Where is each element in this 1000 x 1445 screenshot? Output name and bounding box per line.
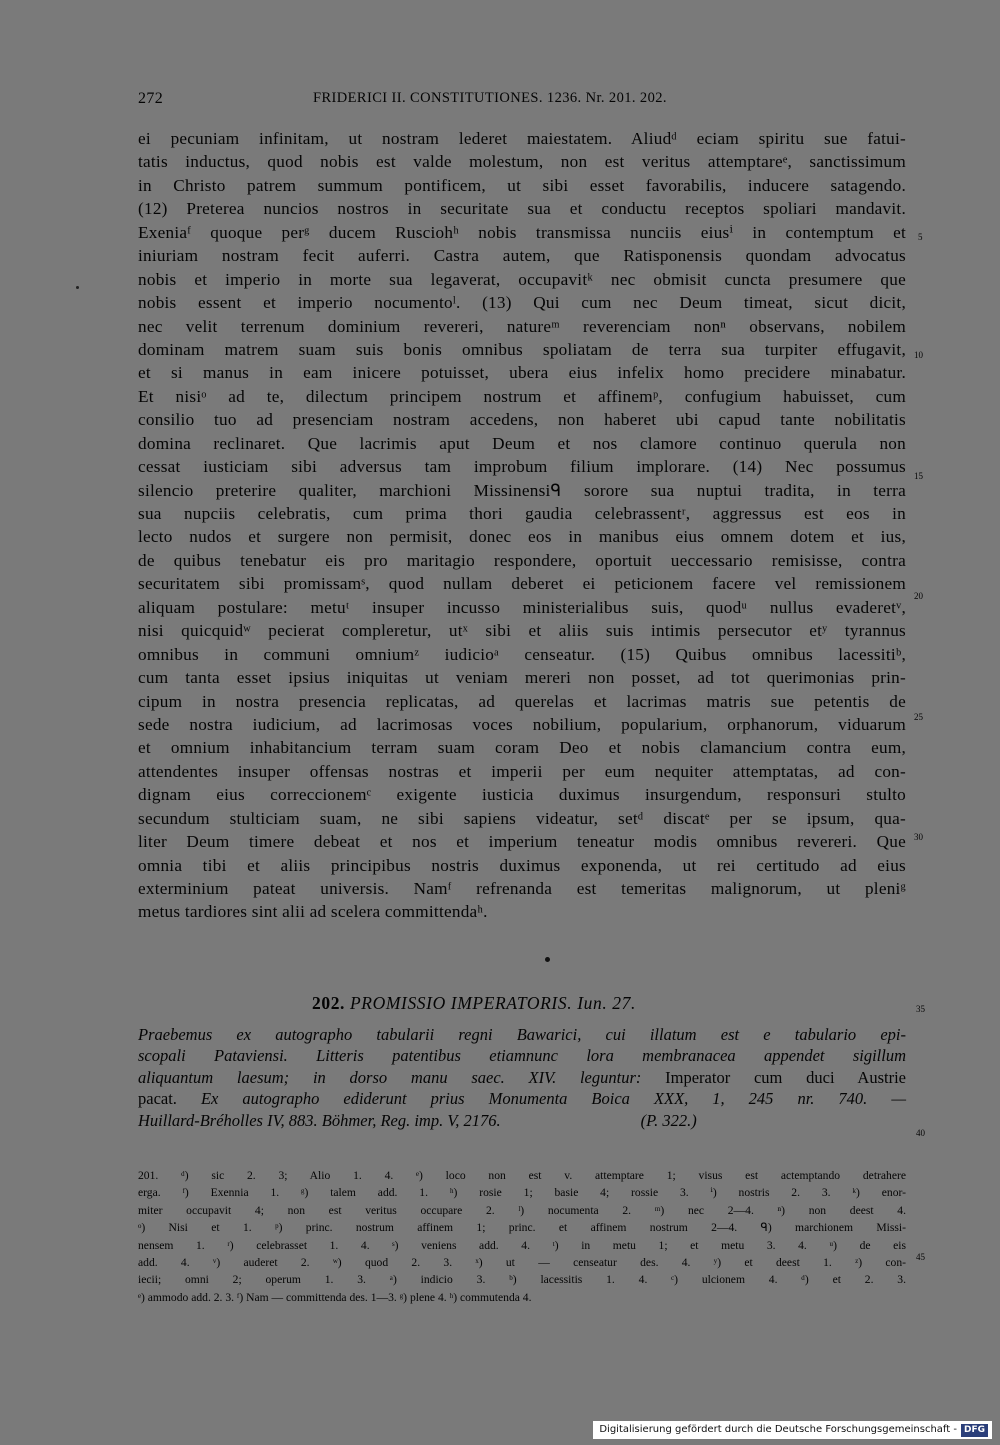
separator-dot	[545, 957, 550, 962]
body-line: Et nisiᵒ ad te, dilectum principem nostrum et affinemᵖ, confugium habuisset, cum	[138, 386, 906, 406]
line-number: 35	[916, 1004, 925, 1014]
pertz-reference: (P. 322.)	[640, 1110, 697, 1130]
running-title: FRIDERICI II. CONSTITUTIONES. 1236. Nr. 201. 202.	[313, 90, 667, 106]
footnote-line: ᵒ) Nisi et 1. ᵖ) princ. nostrum affinem 1; princ. et affinem nostrum 2—4. ᑫ) marchionem Missi-	[138, 1221, 906, 1235]
body-line: attendentes insuper offensas nostras et imperii per eum nequiter attemptatas, ad con-	[138, 761, 906, 781]
dfg-credit-bar	[593, 1421, 992, 1439]
body-line: cipum in nostra presencia replicatas, ad querelas et lacrimas matris sue petentis de	[138, 691, 906, 711]
body-line: tatis inductus, quod nobis est valde molestum, non est veritus attemptareᵉ, sanctissimum	[138, 152, 906, 172]
footnote-line: add. 4. ᵛ) auderet 2. ʷ) quod 2. 3. ˣ) ut — censeatur des. 4. ʸ) et deest 1. ᶻ) con-	[138, 1255, 906, 1269]
body-line: ei pecuniam infinitam, ut nostram lederet maiestatem. Aliudᵈ eciam spiritu sue fatui-	[138, 129, 906, 148]
source-description	[138, 1024, 906, 1131]
section-number: 202.	[312, 993, 346, 1013]
body-line: omnia tibi et aliis principibus nostris duximus exponenda, ut rei certitudo ad eius	[138, 855, 906, 875]
body-line: nec velit terrenum dominium revereri, natureᵐ reverenciam nonⁿ observans, nobilem	[138, 316, 906, 336]
footnote-line: miter occupavit 4; non est veritus occupare 2. ˡ) nocumenta 2. ᵐ) nec 2—4. ⁿ) non deest 4.	[138, 1203, 906, 1217]
body-line: dignam eius correccionemᶜ exigente iusticia duximus insurgendum, responsuri stulto	[138, 785, 906, 805]
footnotes	[138, 1167, 906, 1306]
intro-line	[138, 1067, 906, 1088]
body-line: domina reclinaret. Que lacrimis aput Deum et nos clamore continuo querula non	[138, 433, 906, 453]
body-line: et omnium inhabitancium terram suam coram Deo et nobis clamancium contra eum,	[138, 738, 906, 758]
intro-line	[138, 1088, 906, 1109]
section-heading-202	[312, 993, 636, 1014]
line-number: 15	[914, 471, 923, 481]
section-title: PROMISSIO IMPERATORIS.	[350, 993, 573, 1013]
intro-line: Praebemus ex autographo tabularii regni Bawarici, cui illatum est e tabulario epi-	[138, 1025, 906, 1044]
body-line: sua nupciis celebratis, cum prima thori gaudia celebrassentʳ, aggressus est eos in	[138, 504, 906, 523]
body-line: liter Deum timere debeat et nos et imperium teneatur modis omnibus revereri. Que	[138, 832, 906, 852]
line-number: 45	[916, 1252, 925, 1262]
body-line: cessat iusticiam sibi adversus tam improbum filium implorare. (14) Nec possumus	[138, 457, 906, 477]
body-line: consilio tuo ad presenciam nostram accedens, non haberet ubi capud tante nobilitatis	[138, 410, 906, 430]
body-line: omnibus in communi omniumᶻ iudicioᵃ censeatur. (15) Quibus omnibus lacessitiᵇ,	[138, 644, 906, 664]
body-line: aliquam postulare: metuᵗ insuper incusso ministerialibus suis, quodᵘ nullus evaderetᵛ,	[138, 597, 906, 617]
footnote-line: erga. ᶠ) Exennia 1. ᵍ) talem add. 1. ʰ) rosie 1; basie 4; rossie 3. ⁱ) nostris 2. 3. ᵏ) enor-	[138, 1186, 906, 1200]
body-line: nobis essent et imperio nocumentoˡ. (13) Qui cum nec Deum timeat, sicut dicit,	[138, 293, 906, 313]
body-line: dominam matrem suam suis bonis omnibus spoliatam de terra sua turpiter effugavit,	[138, 339, 906, 359]
document-body-201	[138, 127, 906, 924]
dfg-credit-text: Digitalisierung gefördert durch die Deutsche Forschungsgemeinschaft -	[599, 1424, 957, 1435]
body-line: Exeniaᶠ quoque perᵍ ducem Rusciohʰ nobis transmissa nunciis eiusⁱ in contemptum et	[138, 222, 906, 242]
body-line: et si manus in eam inicere potuisset, ubera eius infelix homo precidere minabatur.	[138, 363, 906, 383]
line-number: 10	[914, 350, 923, 360]
footnote-line: ᵉ) ammodo add. 2. 3. ᶠ) Nam — committenda des. 1—3. ᵍ) plene 4. ʰ) commutenda 4.	[138, 1290, 532, 1304]
line-number: 5	[918, 232, 923, 242]
footnote-line: nensem 1. ʳ) celebrasset 1. 4. ˢ) veniens add. 4. ᵗ) in metu 1; et metu 3. 4. ᵘ) de eis	[138, 1238, 906, 1252]
body-line: exterminium pateat universis. Namᶠ refrenanda est temeritas malignorum, ut pleniᵍ	[138, 879, 906, 898]
edition-reference-cont: Huillard-Bréholles IV, 883. Böhmer, Reg. imp. V, 2176.	[138, 1110, 501, 1130]
intro-italic-text: aliquantum laesum; in dorso manu saec. XIV. leguntur:	[138, 1067, 642, 1087]
body-line: sede nostra iudicium, ad lacrimosas voces nobilium, popularium, orphanorum, viduarum	[138, 714, 906, 734]
line-number: 20	[914, 591, 923, 601]
dorsal-note: Imperator cum duci Austrie	[641, 1067, 906, 1087]
dfg-logo: DFG	[961, 1424, 988, 1437]
line-number: 30	[914, 832, 923, 842]
running-header	[138, 90, 908, 110]
line-number: 40	[916, 1128, 925, 1138]
body-line: lecto nudos et surgere non permisit, donec eos in manibus eius omnem dotem et ius,	[138, 527, 906, 547]
body-line: metus tardiores sint alii ad scelera committendaʰ.	[138, 902, 488, 922]
body-line: in Christo patrem summum pontificem, ut sibi esset favorabilis, inducere satagendo.	[138, 175, 906, 195]
body-line: nobis et imperio in morte sua legaverat, occupavitᵏ nec obmisit cuncta presumere que	[138, 269, 906, 289]
body-line: de quibus tenebatur eis pro maritagio respondere, oportuit ueccessario remisisse, contra	[138, 550, 906, 570]
body-line: nisi quicquidʷ pecierat compleretur, utˣ sibi et aliis suis intimis persecutor etʸ tyrannus	[138, 621, 906, 641]
line-number: 25	[914, 712, 923, 722]
body-line: iniuriam nostram fecit auferri. Castra autem, que Ratisponensis quondam advocatus	[138, 246, 906, 266]
body-line: secundum stulticiam suam, ne sibi sapiens videatur, setᵈ discatᵉ per se ipsum, qua-	[138, 808, 906, 828]
intro-line: scopali Pataviensi. Litteris patentibus etiamnunc lora membranacea appendet sigillum	[138, 1046, 906, 1066]
edition-reference: Ex autographo ediderunt prius Monumenta Boica XXX, 1, 245 nr. 740. —	[176, 1089, 906, 1109]
body-line: (12) Preterea nuncios nostros in securitate sua et conductu receptos spoliari mandavit.	[138, 199, 906, 219]
body-line: securitatem sibi promissamˢ, quod nullam deberet ei peticionem facere vel remissionem	[138, 574, 906, 594]
margin-speck	[76, 286, 79, 289]
intro-line	[138, 1110, 906, 1131]
body-line: cum tanta esset ipsius iniquitas ut veniam mereri non posset, ad tot querimonias prin-	[138, 668, 906, 688]
dorsal-note-end: pacat.	[138, 1089, 177, 1109]
body-line: silencio preterire qualiter, marchioni Missinensiᑫ sorore sua nuptui tradita, in terra	[138, 480, 906, 500]
page-number: 272	[138, 90, 164, 107]
section-date: Iun. 27.	[577, 993, 636, 1013]
footnote-line: iecii; omni 2; operum 1. 3. ᵃ) indicio 3. ᵇ) lacessitis 1. 4. ᶜ) ulcionem 4. ᵈ) et 2. 3.	[138, 1273, 906, 1287]
footnote-line: 201. ᵈ) sic 2. 3; Alio 1. 4. ᵉ) loco non est v. attemptare 1; visus est actemptando detrahere	[138, 1169, 906, 1182]
